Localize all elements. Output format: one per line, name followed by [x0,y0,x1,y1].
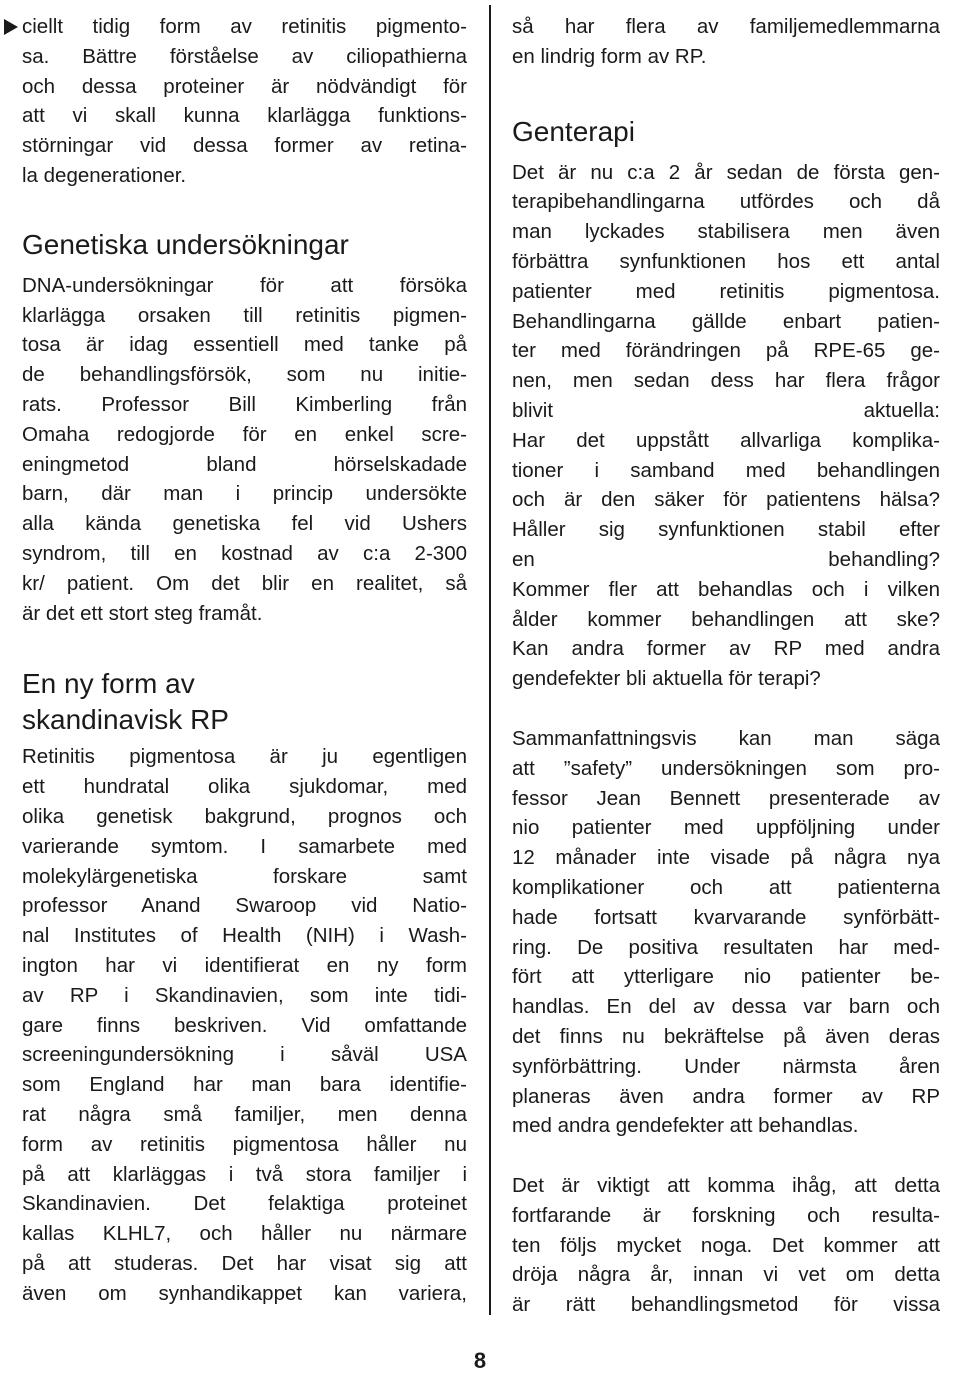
text-line: ten följs mycket noga. Det kommer att [512,1233,940,1257]
text-line: nen, men sedan dess har flera frågor [512,369,940,393]
text-line: ciellt tidig form av retinitis pigmento- [22,15,467,38]
column-divider [489,5,491,1315]
text-line: DNA-undersökningar för att försöka [22,273,467,297]
text-line: Sammanfattningsvis kan man säga [512,726,940,750]
genetiska-paragraph [22,271,467,629]
text-line: Håller sig synfunktionen stabil efter [512,518,940,542]
section-heading-genterapi: Genterapi [512,115,635,147]
text-line: en behandling? [512,547,940,571]
text-line: Behandlingarna gällde enbart patien- [512,309,940,333]
intro-paragraph [22,12,467,191]
text-line: ring. De positiva resultaten har med- [512,935,940,959]
text-line: tioner i samband med behandlingen [512,458,940,482]
text-line: förbättra synfunktionen hos ett antal [512,249,940,273]
text-line: en lindrig form av RP. [512,44,707,68]
text-line: eningmetod bland hörselskadade [22,452,467,476]
text-line: de behandlingsförsök, som nu initie- [22,363,467,387]
right-column [512,12,940,1320]
text-line: komplikationer och att patienterna [512,875,940,899]
text-line: terapibehandlingarna utfördes och då [512,190,940,214]
text-line: kallas KLHL7, och håller nu närmare [22,1222,467,1246]
closing-paragraph [512,1171,940,1320]
text-line: professor Anand Swaroop vid Natio- [22,894,467,918]
text-line: att ”safety” undersökningen som pro- [512,756,940,780]
text-line: ålder kommer behandlingen att ske? [512,607,940,631]
text-line: och är den säker för patientens hälsa? [512,488,940,512]
text-line: form av retinitis pigmentosa håller nu [22,1132,467,1156]
text-line: Kan andra former av RP med andra [512,637,940,661]
text-line: klarlägga orsaken till retinitis pigmen- [22,303,467,327]
text-line: fessor Jean Bennett presenterade av [512,786,940,810]
text-line: gendefekter bli aktuella för terapi? [512,667,821,691]
text-line: hade fortsatt kvarvarande synförbätt- [512,905,940,929]
text-line: barn, där man i princip undersökte [22,482,467,506]
text-line: ter med förändringen på RPE-65 ge- [512,339,940,363]
text-line: olika genetisk bakgrund, prognos och [22,804,467,828]
text-line: är rätt behandlingsmetod för vissa [512,1293,940,1317]
text-line: screeningundersökning i såväl USA [22,1043,467,1067]
text-line: man lyckades stabilisera men även [512,220,940,244]
text-line: patienter med retinitis pigmentosa. [512,279,940,303]
continuation-arrow-icon [4,19,18,35]
text-line: på att studeras. Det har visat sig att [22,1251,467,1275]
section-heading-ny-form-line2: skandinavisk RP [22,704,229,736]
text-line: nio patienter med uppföljning under [512,816,940,840]
text-line: Det är nu c:a 2 år sedan de första gen- [512,160,940,184]
text-line: rat några små familjer, men denna [22,1102,467,1126]
text-line: Omaha redogjorde för en enkel scre- [22,422,467,446]
text-line: varierande symtom. I samarbete med [22,834,467,858]
text-line: så har flera av familjemedlemmarna [512,15,940,38]
text-line: sa. Bättre förståelse av ciliopathierna [22,44,467,68]
text-line: att vi skall kunna klarlägga funktions- [22,104,467,128]
text-line: Har det uppstått allvarliga komplika- [512,428,940,452]
text-line: ington har vi identifierat en ny form [22,953,467,977]
section-heading-ny-form-line1: En ny form av [22,668,195,700]
continued-paragraph [512,12,940,72]
text-line: Det är viktigt att komma ihåg, att detta [512,1174,940,1198]
text-line: handlas. En del av dessa var barn och [512,995,940,1019]
text-line: och dessa proteiner är nödvändigt för [22,74,467,98]
text-line: planeras även andra former av RP [512,1084,940,1108]
text-line: som England har man bara identifie- [22,1073,467,1097]
text-line: dröja några år, innan vi vet om detta [512,1263,940,1287]
text-line: även om synhandikappet kan variera, [22,1281,467,1305]
text-line: med andra gendefekter att behandlas. [512,1114,859,1138]
left-column [22,12,467,1308]
text-line: la degenerationer. [22,163,187,187]
summary-paragraph [512,724,940,1141]
text-line: alla kända genetiska fel vid Ushers [22,512,467,536]
text-line: tosa är idag essentiell med tanke på [22,333,467,357]
text-line: rats. Professor Bill Kimberling från [22,392,467,416]
text-line: på att klarläggas i två stora familjer i [22,1162,467,1186]
text-line: blivit aktuella: [512,398,940,422]
text-line: 12 månader inte visade på några nya [512,846,940,870]
text-line: syndrom, till en kostnad av c:a 2-300 [22,541,467,565]
text-line: ett hundratal olika sjukdomar, med [22,775,467,799]
text-line: fört att ytterligare nio patienter be- [512,965,940,989]
text-line: nal Institutes of Health (NIH) i Wash- [22,924,467,948]
text-line: av RP i Skandinavien, som inte tidi- [22,983,467,1007]
text-line: molekylärgenetiska forskare samt [22,864,467,888]
text-line: synförbättring. Under närmsta åren [512,1054,940,1078]
text-line: Kommer fler att behandlas och i vilken [512,577,940,601]
text-line: är det ett stort steg framåt. [22,601,263,625]
text-line: störningar vid dessa former av retina- [22,134,467,158]
page-number: 8 [473,1348,487,1373]
text-line: fortfarande är forskning och resulta- [512,1203,940,1227]
text-line: det finns nu bekräftelse på även deras [512,1024,940,1048]
section-heading-genetiska: Genetiska undersökningar [22,228,349,260]
genterapi-paragraph [512,158,940,694]
text-line: kr/ patient. Om det blir en realitet, så [22,571,467,595]
text-line: gare finns beskriven. Vid omfattande [22,1013,467,1037]
text-line: Retinitis pigmentosa är ju egentligen [22,745,467,769]
text-line: Skandinavien. Det felaktiga proteinet [22,1192,467,1216]
ny-form-paragraph [22,742,467,1308]
